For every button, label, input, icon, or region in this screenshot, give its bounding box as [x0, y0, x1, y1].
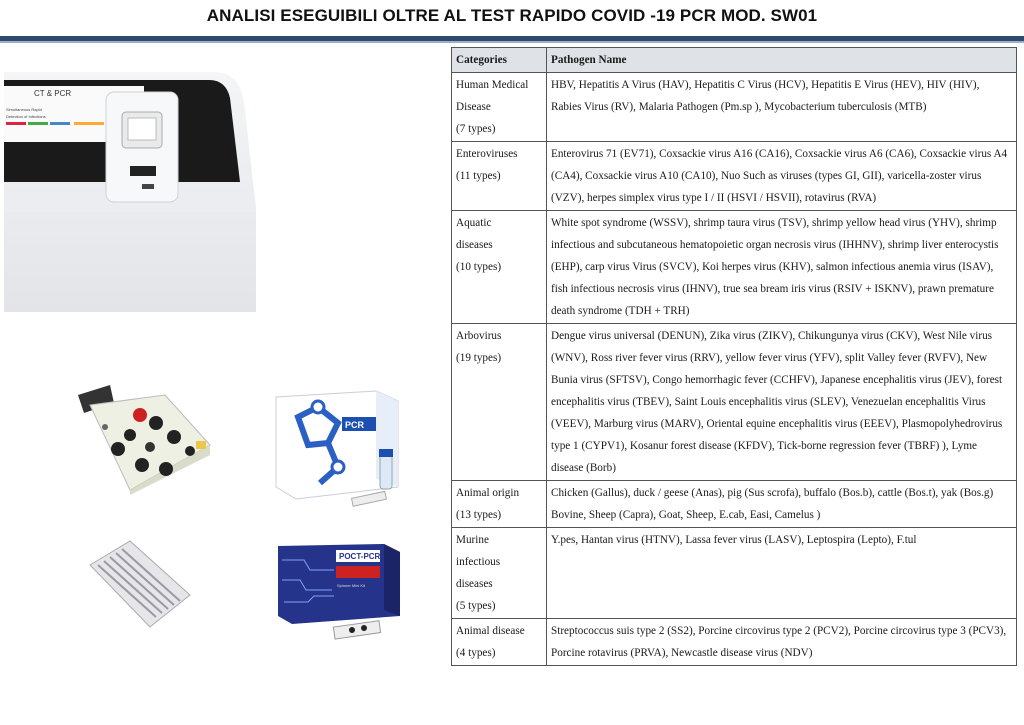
- table-row: [452, 528, 1017, 619]
- category-line: (19 types): [456, 352, 502, 364]
- svg-text:Spinner Mini Kit: Spinner Mini Kit: [337, 583, 366, 588]
- table-row: [452, 142, 1017, 211]
- svg-text:Detection of Infections: Detection of Infections: [6, 114, 46, 119]
- poct-pcr-kit-box-image: [274, 540, 409, 645]
- category-line: Arbovirus: [456, 330, 502, 342]
- category-line: Enteroviruses: [456, 148, 518, 160]
- table-body: [452, 73, 1017, 666]
- pcr-device-image: [4, 62, 304, 312]
- table-row: [452, 211, 1017, 324]
- table-row: [452, 324, 1017, 481]
- pathogen-cell: White spot syndrome (WSSV), shrimp taura virus (TSV), shrimp yellow head virus (YHV), shrimp infectious and subcutaneous hematopoietic organ necrosis virus (IHHNV), shrimp liver enterocystis (EHP), carp virus Virus (SVCV), Koi herpes virus (KHV), salmon infectious anemia virus (ISAV), fish infectious necrosis virus (IHNV), true sea bream iris virus (RSIV + ISKNV), prawn premature death syndrome (TDH + TRH): [547, 211, 1017, 324]
- page-title: ANALISI ESEGUIBILI OLTRE AL TEST RAPIDO COVID -19 PCR MOD. SW01: [206, 6, 818, 25]
- category-cell: [452, 528, 547, 619]
- category-line: Disease: [456, 101, 491, 113]
- test-strip-image: [80, 535, 195, 635]
- title-divider-accent: [0, 41, 1024, 43]
- table-row: [452, 481, 1017, 528]
- category-line: (10 types): [456, 261, 502, 273]
- category-line: Murine: [456, 534, 489, 546]
- category-line: (5 types): [456, 600, 496, 612]
- category-line: (4 types): [456, 647, 496, 659]
- category-line: Animal disease: [456, 625, 525, 637]
- category-cell: [452, 73, 547, 142]
- category-cell: [452, 142, 547, 211]
- pathogen-table: [451, 47, 1017, 666]
- column-header-pathogen-name: Pathogen Name: [547, 48, 1017, 73]
- pathogen-cell: Streptococcus suis type 2 (SS2), Porcine circovirus type 2 (PCV2), Porcine circovirus type 3 (PCV3), Porcine rotavirus (PRVA), Newcastle disease virus (NDV): [547, 619, 1017, 666]
- category-line: diseases: [456, 239, 493, 251]
- pathogen-cell: Dengue virus universal (DENUN), Zika virus (ZIKV), Chikungunya virus (CKV), West Nile virus (WNV), Ross river fever virus (RRV), yellow fever virus (YFV), split Valley fever (RVFV), New Bunia virus (SFTSV), Congo hemorrhagic fever (CCHFV), Japanese encephalitis virus (JEV), forest encephalitis virus (TBEV), Saint Louis encephalitis virus (SLEV), Venezuelan encephalitis Virus (VEEV), Marburg virus (MARV), Oriental equine encephalitis virus (EEEV), Plasmopolyhedrovirus type 1 (CYPV1), Kosanur forest disease (KFDV), Tick-borne regression fever (TBRF) ), Lyme disease (Borb): [547, 324, 1017, 481]
- category-cell: [452, 481, 547, 528]
- pcr-kit-box-image: [268, 387, 408, 512]
- category-line: diseases: [456, 578, 493, 590]
- pathogen-cell: Enterovirus 71 (EV71), Coxsackie virus A16 (CA16), Coxsackie virus A6 (CA6), Coxsackie virus A4 (CA4), Coxsackie virus A10 (CA10), Nuo Such as viruses (types GI, GII), varicella-zoster virus (VZV), herpes simplex virus type I / II (HSVI / HSVII), rotavirus (RVA): [547, 142, 1017, 211]
- pathogen-cell: Chicken (Gallus), duck / geese (Anas), pig (Sus scrofa), buffalo (Bos.b), cattle (Bos.t), yak (Bos.g) Bovine, Sheep (Capra), Goat, Sheep, E.cab, Easi, Camelus ): [547, 481, 1017, 528]
- category-line: infectious: [456, 556, 501, 568]
- category-cell: [452, 619, 547, 666]
- poct-box-label: POCT-PCR: [339, 552, 381, 561]
- table-row: [452, 73, 1017, 142]
- pathogen-cell: Y.pes, Hantan virus (HTNV), Lassa fever virus (LASV), Leptospira (Lepto), F.tul: [547, 528, 1017, 619]
- pathogen-cell: HBV, Hepatitis A Virus (HAV), Hepatitis C Virus (HCV), Hepatitis E Virus (HEV), HIV (HIV), Rabies Virus (RV), Malaria Pathogen (Pm.sp ), Mycobacterium tuberculosis (MTB): [547, 73, 1017, 142]
- category-line: (11 types): [456, 170, 501, 182]
- category-line: (13 types): [456, 509, 502, 521]
- category-line: Animal origin: [456, 487, 520, 499]
- table-row: [452, 619, 1017, 666]
- svg-text:Simultaneous Rapid: Simultaneous Rapid: [6, 107, 42, 112]
- category-cell: [452, 211, 547, 324]
- category-line: Aquatic: [456, 217, 492, 229]
- table-header-row: [452, 48, 1017, 73]
- pcr-box-label: PCR: [345, 420, 365, 430]
- category-cell: [452, 324, 547, 481]
- cartridge-image: [70, 385, 215, 495]
- category-line: Human Medical: [456, 79, 529, 91]
- column-header-categories: Categories: [452, 48, 547, 73]
- category-line: (7 types): [456, 123, 496, 135]
- device-brand-text: CT & PCR: [34, 89, 72, 98]
